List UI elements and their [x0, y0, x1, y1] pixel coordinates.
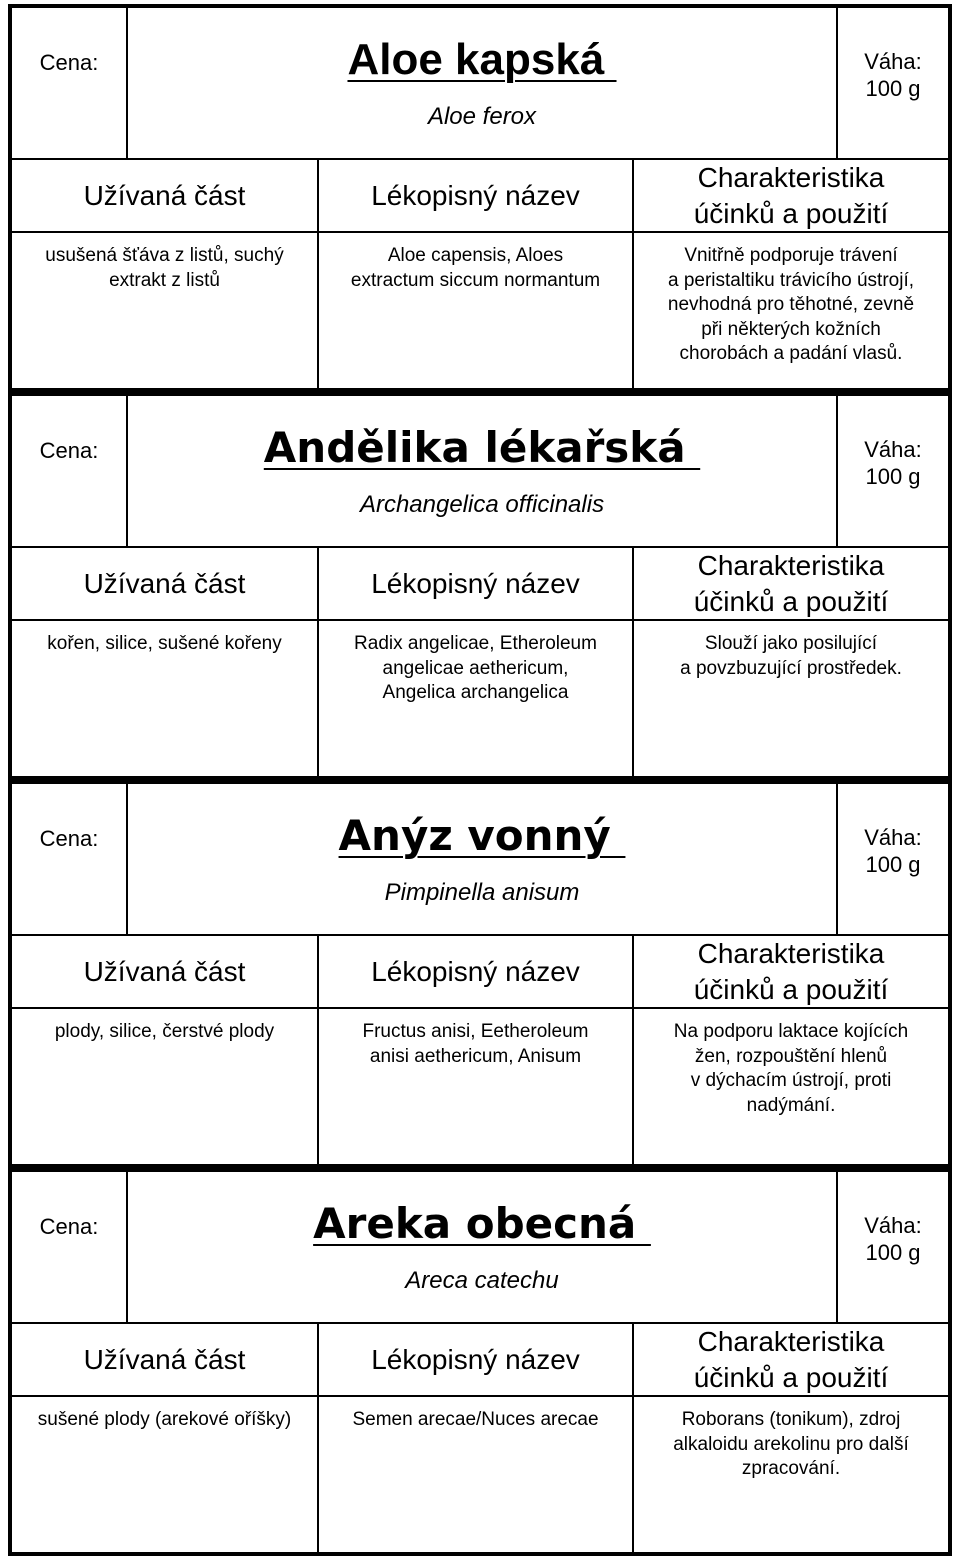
weight-value: 100 g — [865, 76, 921, 101]
pharmacopoeia-name: Radix angelicae, Etheroleum angelicae aethericum, Angelica archangelica — [354, 633, 597, 703]
pharmacopoeia-name: Aloe capensis, Aloes extractum siccum normantum — [350, 245, 601, 291]
effects-text: Roborans (tonikum), zdroj alkaloidu arekolinu pro další zpracování. — [673, 1409, 909, 1479]
effects-text: Vnitřně podporuje trávení a peristaltiku trávicího ústrojí, nevhodná pro těhotné, zevně při některých kožních chorobách a padání vlasů. — [667, 245, 915, 364]
column-header-effect: Charakteristika účinků a použití — [693, 161, 889, 229]
herb-title — [128, 424, 836, 472]
pharmacopoeia-name: Semen arecae/Nuces arecae — [352, 1409, 599, 1430]
weight-box — [838, 48, 948, 102]
column-header-effect: Charakteristika účinků a použití — [693, 937, 889, 1005]
herb-card — [8, 1168, 952, 1556]
column-header-part: Užívaná část — [83, 179, 246, 211]
herb-card — [8, 4, 952, 392]
latin-name: Archangelica officinalis — [359, 491, 605, 518]
weight-box — [838, 436, 948, 490]
latin-name: Aloe ferox — [427, 103, 537, 130]
column-header-part: Užívaná část — [83, 567, 246, 599]
weight-label: Váha: — [864, 825, 922, 850]
herb-title-text: Andělika lékařská — [263, 423, 701, 472]
column-header-name: Lékopisný název — [371, 1343, 580, 1375]
herb-title-text: Anýz vonný — [338, 811, 626, 860]
herb-title-text: Aloe kapská — [347, 35, 617, 84]
weight-label: Váha: — [864, 49, 922, 74]
weight-value: 100 g — [865, 464, 921, 489]
herb-card — [8, 780, 952, 1168]
column-header-part: Užívaná část — [83, 1343, 246, 1375]
column-header-name: Lékopisný název — [371, 567, 580, 599]
latin-name: Pimpinella anisum — [384, 879, 580, 906]
weight-label: Váha: — [864, 437, 922, 462]
herb-title — [128, 812, 836, 860]
weight-label: Váha: — [864, 1213, 922, 1238]
weight-box — [838, 824, 948, 878]
column-header-effect: Charakteristika účinků a použití — [693, 549, 889, 617]
price-label: Cena: — [39, 438, 99, 463]
column-header-effect: Charakteristika účinků a použití — [693, 1325, 889, 1393]
column-header-part: Užívaná část — [83, 955, 246, 987]
column-header-name: Lékopisný název — [371, 955, 580, 987]
price-label: Cena: — [39, 826, 99, 851]
price-label: Cena: — [39, 1214, 99, 1239]
weight-value: 100 g — [865, 1240, 921, 1265]
herb-title-text: Areka obecná — [313, 1199, 651, 1248]
used-part: usušená šťáva z listů, suchý extrakt z listů — [45, 245, 284, 291]
effects-text: Slouží jako posilující a povzbuzující prostředek. — [680, 633, 902, 679]
latin-name: Areca catechu — [405, 1267, 559, 1294]
price-label: Cena: — [39, 50, 99, 75]
herb-card — [8, 392, 952, 780]
effects-text: Na podporu laktace kojících žen, rozpouštění hlenů v dýchacím ústrojí, proti nadýmání. — [673, 1021, 909, 1116]
used-part: sušené plody (arekové oříšky) — [37, 1409, 292, 1430]
pharmacopoeia-name: Fructus anisi, Eetheroleum anisi aethericum, Anisum — [362, 1021, 589, 1067]
used-part: plody, silice, čerstvé plody — [54, 1021, 275, 1042]
weight-value: 100 g — [865, 852, 921, 877]
used-part: kořen, silice, sušené kořeny — [47, 633, 282, 654]
column-header-name: Lékopisný název — [371, 179, 580, 211]
herb-title — [128, 36, 836, 84]
weight-box — [838, 1212, 948, 1266]
herb-title — [128, 1200, 836, 1248]
